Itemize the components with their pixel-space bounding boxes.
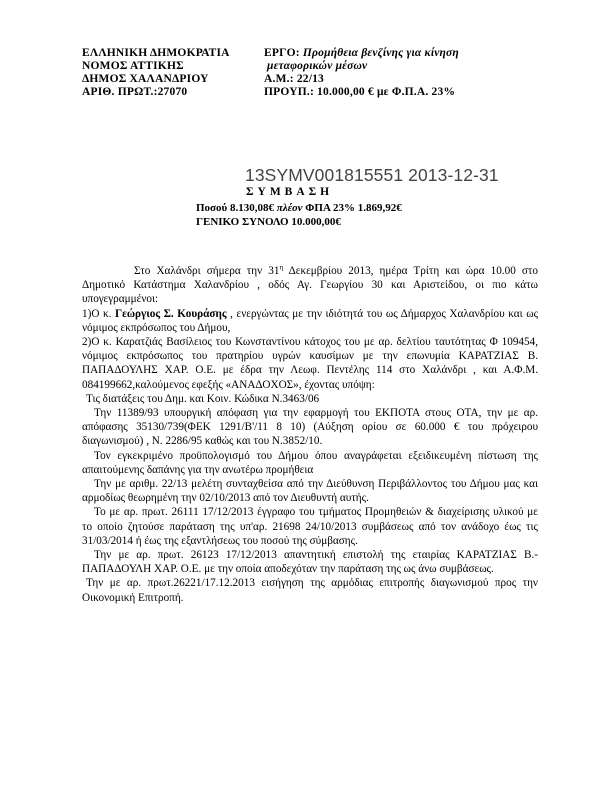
opening-text: Στο Χαλάνδρι σήμερα την 31 xyxy=(134,265,280,277)
opening-text-cont: Δεκεμβρίου 2013, ημέρα Τρίτη και ώρα 10.00 στο Δημοτικό Κατάστημα Χαλανδρίου , οδός Αγ. Γεωργίου 30 και Αριστείδου, οι πιο κάτω υπογεγραμμένοι: xyxy=(82,265,538,306)
mayor-name: Γεώργιος Σ. Κουράσης xyxy=(114,307,227,320)
amount-block xyxy=(196,201,402,229)
party-1-text: , ενεργώντας με την ιδιότητά του ως Δήμαρχος Χαλανδρίου και ως νόμιμος εκπρόσωπος του Δήμου, xyxy=(82,307,538,334)
project-description: Προμήθεια βενζίνης για κίνηση xyxy=(302,47,459,59)
net-amount: Ποσού 8.130,08€ xyxy=(196,202,277,214)
considering-item-7: Την με αρ. πρωτ.26221/17.12.2013 εισήγηση της αρμόδιας επιτροπής διαγωνισμού προς την Οικονομική Επιτροπή. xyxy=(82,577,538,604)
considering-item-6: Την με αρ. πρωτ. 26123 17/12/2013 απαντητική επιστολή της εταιρίας ΚΑΡΑΤΖΙΑΣ Β.-ΠΑΠΑΔΟΥΛΗ ΧΑΡ. Ο.Ε. με την οποία αποδεχόταν την παράταση της ως άνω συμβάσεως. xyxy=(82,549,538,576)
project-title xyxy=(264,47,459,60)
issuer-municipality: ΔΗΜΟΣ ΧΑΛΑΝΔΡΙΟΥ xyxy=(82,73,209,85)
opening-paragraph xyxy=(82,264,538,307)
document-id-stamp: 13SYMV001815551 2013-12-31 xyxy=(245,165,499,185)
document-title: ΣΥΜΒΑΣΗ xyxy=(246,186,334,198)
vat-amount: ΦΠΑ 23% 1.869,92€ xyxy=(302,202,402,214)
ordinal-superscript: η xyxy=(279,263,284,272)
considering-item-2: Την 11389/93 υπουργική απόφαση για την εφαρμογή του ΕΚΠΟΤΑ στους ΟΤΑ, την με αρ. απόφασης 35130/739(ΦΕΚ 1291/Β'/11 8 10) (Αύξηση ορίου σε 60.000 € του πρόχειρου διαγωνισμού) , Ν. 2286/95 καθώς και του Ν.3852/10. xyxy=(82,407,538,448)
project-description-cont: μεταφορικών μέσων xyxy=(267,60,368,72)
considering-item-5: Το με αρ. πρωτ. 26111 17/12/2013 έγγραφο του τμήματος Προμηθειών & διαχείρισης υλικού με το οποίο ζητούσε παράταση της υπ'αρ. 21698 24/10/2013 συμβάσεως από τον ανάδοχο έως τις 31/03/2014 ή έως της εξαντλήσεως του ποσού της σύμβασης. xyxy=(82,506,538,547)
considering-item-3: Τον εγκεκριμένο προϋπολογισμό του Δήμου όπου αναγράφεται εξειδικευμένη πίστωση της απαιτούμενης δαπάνης για την ανωτέρω προμήθεια xyxy=(82,449,538,476)
party-1 xyxy=(82,307,538,335)
considering-item-1: Τις διατάξεις του Δημ. και Κοιν. Κώδικα Ν.3463/06 xyxy=(86,392,320,405)
protocol-number: ΑΡΙΘ. ΠΡΩΤ.:27070 xyxy=(82,86,188,98)
project-budget: ΠΡΟΥΠ.: 10.000,00 € με Φ.Π.Α. 23% xyxy=(264,86,456,98)
project-label: ΕΡΓΟ: xyxy=(264,47,303,59)
issuer-block xyxy=(82,47,230,99)
net-amount-line xyxy=(196,201,402,215)
party-1-prefix: 1)Ο κ. xyxy=(82,307,115,320)
project-block xyxy=(264,47,459,99)
party-2: 2)Ο κ. Καρατζιάς Βασίλειος του Κωνσταντίνου κάτοχος του με αρ. δελτίου ταυτότητας Φ 109454, νόμιμος εκπρόσωπος του πρατηρίου υγρών καυσίμων με την επωνυμία ΚΑΡΑΤΖΙΑΣ Β. ΠΑΠΑΔΟΥΛΗΣ ΧΑΡ. Ο.Ε. με έδρα την Λεωφ. Πεντέλης 114 στο Χαλάνδρι , και Α.Φ.Μ. 084199662,καλούμενος εφεξής «ΑΝΑΔΟΧΟΣ», έχοντας υπόψη: xyxy=(82,336,538,391)
contract-body xyxy=(82,264,538,605)
issuer-prefecture: ΝΟΜΟΣ ΑΤΤΙΚΗΣ xyxy=(82,60,184,72)
project-am: Α.Μ.: 22/13 xyxy=(264,73,325,85)
total-amount: ΓΕΝΙΚΟ ΣΥΝΟΛΟ 10.000,00€ xyxy=(196,216,341,228)
considering-item-4: Την με αριθμ. 22/13 μελέτη συνταχθείσα από την Διεύθυνση Περιβάλλοντος του Δήμου μας και αρμοδίως θεωρημένη την 02/10/2013 από τον Διευθυντή αυτής. xyxy=(82,478,538,505)
issuer-country: ΕΛΛΗΝΙΚΗ ΔΗΜΟΚΡΑΤΙΑ xyxy=(82,47,230,59)
plus-word: πλέον xyxy=(276,202,303,214)
